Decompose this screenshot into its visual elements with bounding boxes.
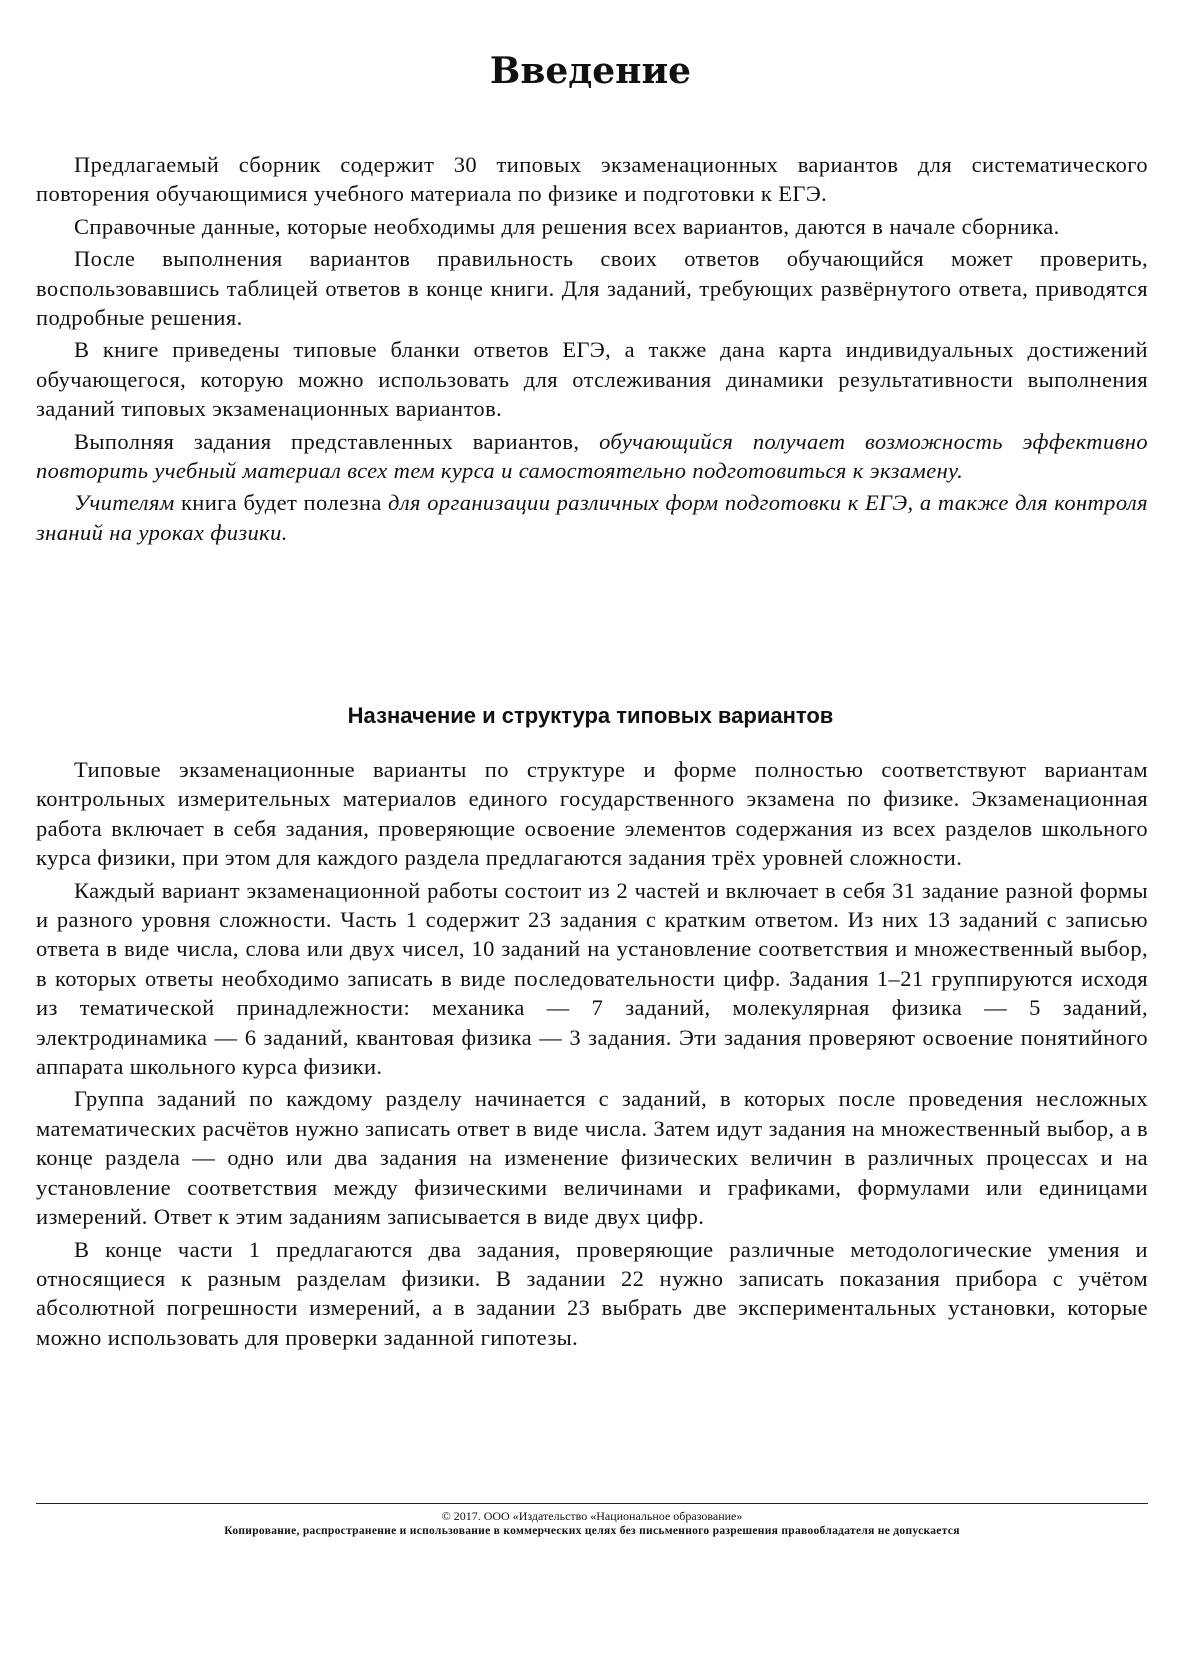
section-paragraph-2: Каждый вариант экзаменационной работы состоит из 2 частей и включает в себя 31 задание разной формы и разного уровня сложности. Часть 1 содержит 23 задания с кратким ответом. Из них 13 заданий с записью ответа в виде числа, слова или двух чисел, 10 заданий на установление соответствия и множественный выбор, в которых ответы необходимо записать в виде последовательности цифр. Задания 1–21 группируются исходя из тематической принадлежности: механика — 7 заданий, молекулярная физика — 5 заданий, электродинамика — 6 заданий, квантовая физика — 3 задания. Эти задания проверяют освоение понятийного аппарата школьного курса физики. xyxy=(36,877,1148,1080)
footer xyxy=(36,1509,1148,1539)
intro-paragraph-1: Предлагаемый сборник содержит 30 типовых экзаменационных вариантов для систематического повторения обучающимися учебного материала по физике и подготовки к ЕГЭ. xyxy=(36,152,1148,207)
footer-divider xyxy=(36,1503,1148,1504)
intro-text xyxy=(36,150,1148,550)
intro-paragraph-6-italic-1: Учителям xyxy=(74,490,175,516)
intro-paragraph-5-plain: Выполняя задания представленных вариантов, xyxy=(74,428,600,454)
footer-copyright: © 2017. ООО «Издательство «Национальное образование» xyxy=(441,1509,743,1523)
intro-paragraph-2: Справочные данные, которые необходимы для решения всех вариантов, даются в начале сборника. xyxy=(74,213,1060,239)
section-title: Назначение и структура типовых вариантов xyxy=(347,703,834,728)
section-paragraph-4: В конце части 1 предлагаются два задания, проверяющие различные методологические умения и относящиеся к разным разделам физики. В задании 22 нужно записать показания прибора с учётом абсолютной погрешности измерений, а в задании 23 выбрать две экспериментальных установки, которые можно использовать для проверки заданной гипотезы. xyxy=(36,1236,1148,1350)
intro-paragraph-5 xyxy=(36,427,1148,486)
intro-paragraph-6 xyxy=(36,488,1148,547)
intro-paragraph-5-italic: обучающийся получает возможность эффективно повторить учебный материал всех тем курса и самостоятельно подготовиться к экзамену. xyxy=(36,428,1148,484)
intro-paragraph-3: После выполнения вариантов правильность своих ответов обучающийся может проверить, воспользовавшись таблицей ответов в конце книги. Для заданий, требующих развёрнутого ответа, приводятся подробные решения. xyxy=(36,246,1148,331)
section-paragraph-1: Типовые экзаменационные варианты по структуре и форме полностью соответствуют вариантам контрольных измерительных материалов единого государственного экзамена по физике. Экзаменационная работа включает в себя задания, проверяющие освоение элементов содержания из всех разделов школьного курса физики, при этом для каждого раздела предлагаются задания трёх уровней сложности. xyxy=(36,757,1148,871)
intro-paragraph-4: В книге приведены типовые бланки ответов ЕГЭ, а также дана карта индивидуальных достижений обучающегося, которую можно использовать для отслеживания динамики результативности выполнения заданий типовых экзаменационных вариантов. xyxy=(36,337,1148,422)
intro-paragraph-6-plain: книга будет полезна xyxy=(174,490,389,516)
section-paragraph-3: Группа заданий по каждому разделу начинается с заданий, в которых после проведения несложных математических расчётов нужно записать ответ в виде числа. Затем идут задания на множественный выбор, а в конце раздела — одно или два задания на изменение физических величин в различных процессах и на установление соответствия между физическими величинами и графиками, формулами или единицами измерений. Ответ к этим заданиям записывается в виде двух цифр. xyxy=(36,1086,1148,1230)
footer-notice: Копирование, распространение и использование в коммерческих целях без письменного разрешения правообладателя не допускается xyxy=(224,1525,960,1537)
page-title: Введение xyxy=(489,50,692,92)
section-text xyxy=(36,755,1148,1355)
intro-paragraph-6-italic-2: для организации различных форм подготовки к ЕГЭ, а также для контроля знаний на уроках физики. xyxy=(36,490,1148,545)
